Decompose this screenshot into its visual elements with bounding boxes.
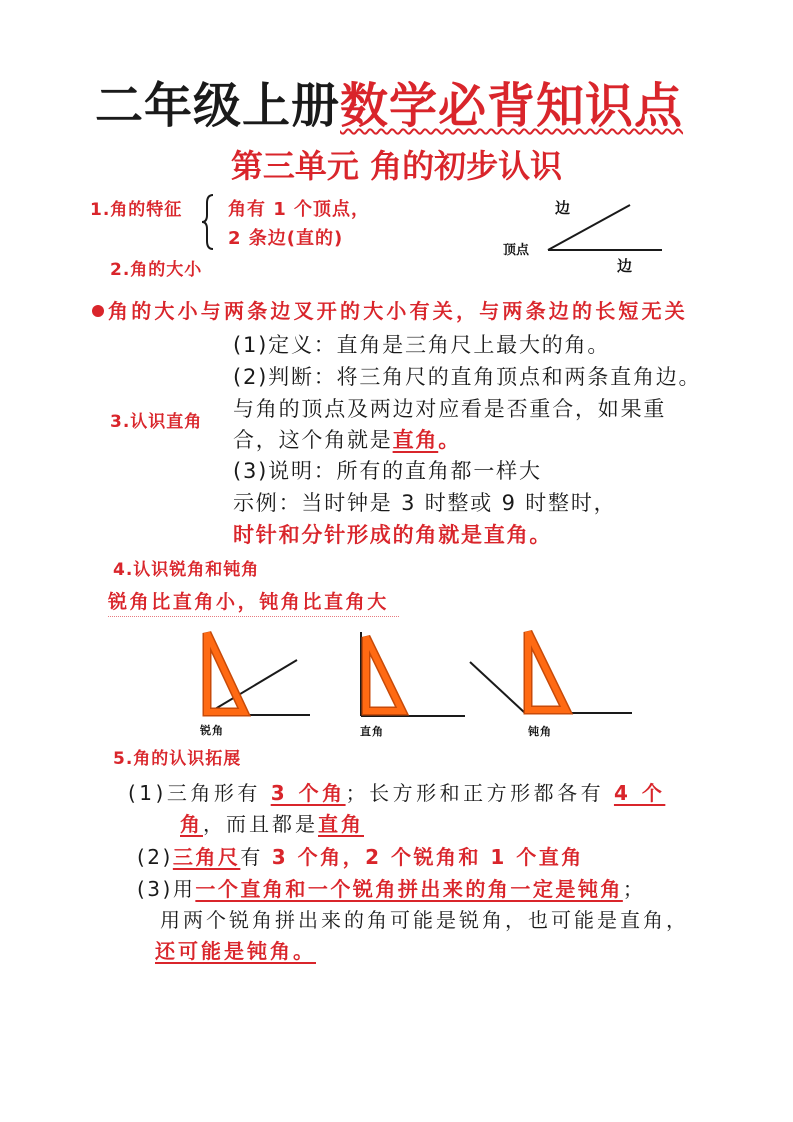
item3-semicolon: ； (622, 877, 646, 901)
judgement-text: 合，这个角就是 (233, 428, 393, 452)
item2-text: 有 (240, 845, 272, 869)
item1-highlight-c: 角 (180, 812, 203, 836)
title-topic: 数学必背知识点 (340, 78, 684, 134)
right-angle-definition: (1)定义：直角是三角尺上最大的角。 (233, 333, 611, 357)
right-angle-example-line2: 时针和分针形成的角就是直角。 (233, 523, 553, 547)
right-angle-judgement-line3 (233, 427, 461, 453)
item2-number: (2) (137, 845, 173, 869)
item3-number: (3)用 (137, 877, 196, 901)
label-acute: 锐角 (200, 724, 224, 737)
section1-heading: 1.角的特征 (90, 200, 183, 220)
right-angle-judgement-line1: (2)判断：将三角尺的直角顶点和两条直角边。 (233, 365, 702, 389)
angle-size-note: 角的大小与两条边叉开的大小有关，与两条边的长短无关 (108, 299, 688, 323)
right-set-square (366, 637, 402, 711)
brace-path (202, 195, 213, 249)
acute-set-square (207, 633, 244, 712)
item1-highlight-b: 4 个 (613, 781, 666, 805)
judgement-highlight: 直角 (392, 428, 439, 452)
bullet-dot-icon (92, 305, 104, 317)
section5-heading: 5.角的认识拓展 (113, 749, 242, 769)
label-obtuse: 钝角 (528, 725, 552, 738)
label-vertex: 顶点 (503, 243, 530, 258)
obtuse-set-square (528, 632, 566, 710)
section3-heading: 3.认识直角 (110, 412, 203, 432)
feature-vertex: 角有 1 个顶点， (228, 199, 371, 220)
item1-line1 (128, 780, 665, 806)
page-title (95, 78, 683, 134)
section2-heading: 2.角的大小 (110, 260, 203, 280)
right-angle-explanation: (3)说明：所有的直角都一样大 (233, 459, 542, 483)
right-angle-figure (361, 632, 465, 716)
item1-text-b: ；长方形和正方形都各有 (345, 781, 614, 805)
feature-sides: 2 条边(直的) (228, 228, 344, 249)
acute-angle-figure (205, 633, 310, 715)
right-angle-example-line1: 示例：当时钟是 3 时整或 9 时整时， (233, 491, 617, 515)
item3-line3: 还可能是钝角。 (155, 939, 316, 963)
item1-highlight-a: 3 个角 (270, 781, 346, 805)
item2-highlight-b: 3 个角，2 个锐角和 1 个直角 (271, 845, 584, 869)
item1-highlight-d: 直角 (318, 812, 364, 836)
item2-highlight-a: 三角尺 (172, 845, 241, 869)
label-right: 直角 (360, 725, 384, 738)
obtuse-slant-ray (470, 662, 525, 713)
item3-line2: 用两个锐角拼出来的角可能是锐角，也可能是直角， (160, 908, 689, 932)
obtuse-angle-figure (470, 632, 632, 713)
brace-icon (200, 193, 216, 251)
unit-title: 第三单元 角的初步认识 (230, 147, 563, 185)
label-side-bottom: 边 (617, 257, 633, 275)
title-grade: 二年级上册 (95, 78, 341, 134)
item1-text-c: ，而且都是 (203, 812, 318, 836)
right-angle-judgement-line2: 与角的顶点及两边对应看是否重合，如果重 (233, 397, 667, 421)
item1-line2 (180, 811, 364, 837)
item1-text-a: (1)三角形有 (128, 781, 271, 805)
judgement-period: 。 (438, 428, 462, 452)
item3-line1 (137, 876, 645, 902)
item3-highlight: 一个直角和一个锐角拼出来的角一定是钝角 (195, 877, 623, 901)
angle-types-figures (190, 618, 650, 723)
angle-comparison: 锐角比直角小，钝角比直角大 (108, 590, 399, 617)
section4-heading: 4.认识锐角和钝角 (113, 560, 260, 580)
label-side-top: 边 (555, 199, 571, 217)
item2-line (137, 844, 584, 870)
